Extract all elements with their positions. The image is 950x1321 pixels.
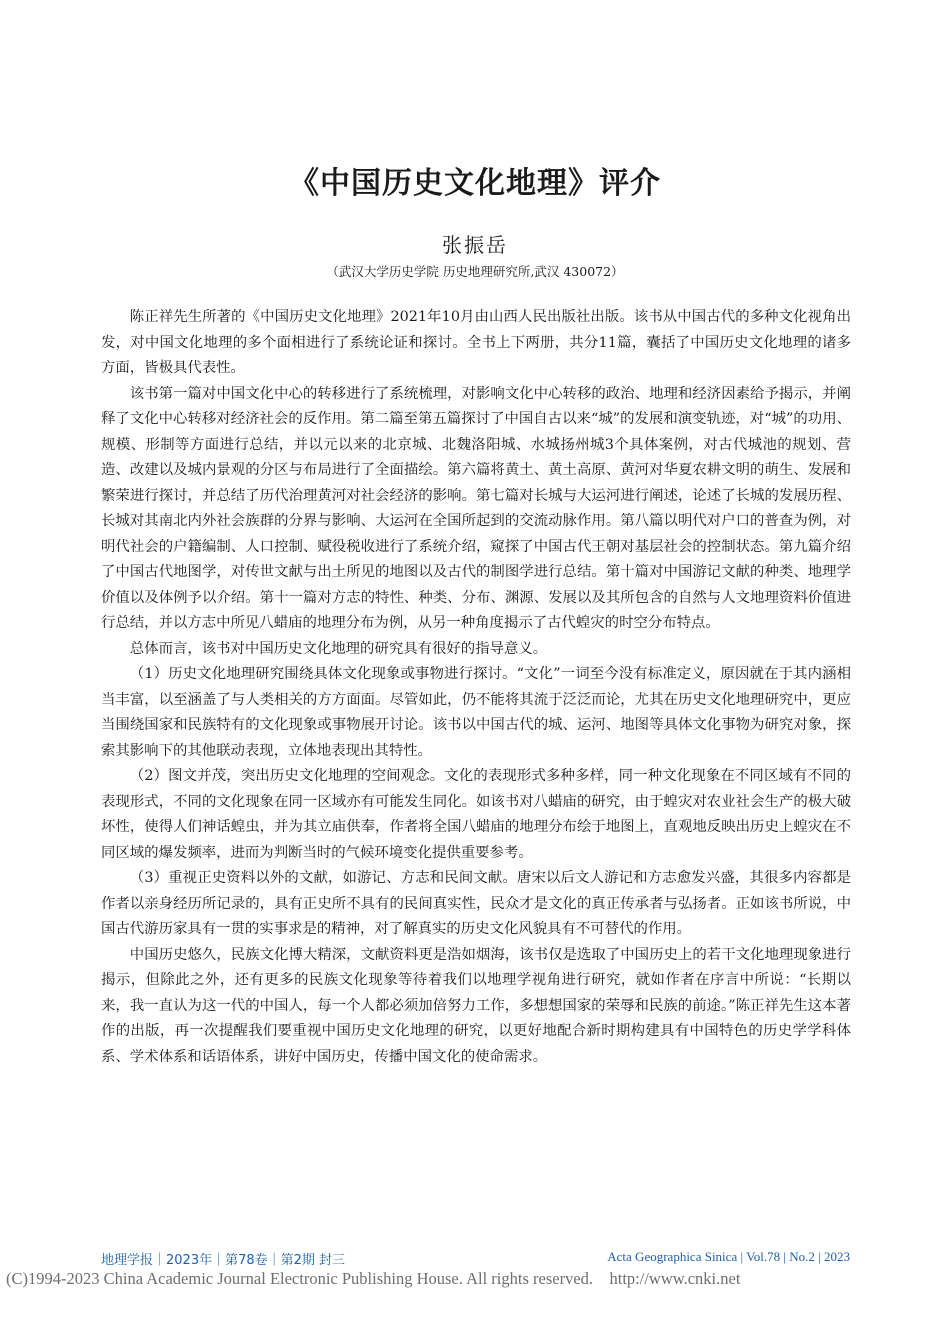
paragraph: （2）图文并茂，突出历史文化地理的空间观念。文化的表现形式多种多样，同一种文化现象在不同区域有不同的表现形式，不同的文化现象在同一区域亦有可能发生同化。如该书对八蜡庙的研究，由于蝗灾对农业社会生产的极大破坏性，使得人们神话蝗虫，并为其立庙供奉，作者将全国八蜡庙的地理分布绘于地图上，直观地反映出历史上蝗灾在不同区域的爆发频率，进而为判断当时的气候环境变化提供重要参考。	[101, 768, 851, 861]
journal-footer-cn: 地理学报｜2023年｜第78卷｜第2期 封三	[101, 1253, 346, 1268]
paragraph: 总体而言，该书对中国历史文化地理的研究具有很好的指导意义。	[129, 640, 548, 657]
author-name: 张振岳	[442, 233, 508, 257]
journal-footer-en: Acta Geographica Sinica | Vol.78 | No.2 | 2023	[607, 1249, 850, 1264]
page-title: 《中国历史文化地理》评介	[289, 166, 661, 201]
paragraph: 该书第一篇对中国文化中心的转移进行了系统梳理，对影响文化中心转移的政治、地理和经济因素给予揭示，并阐释了文化中心转移对经济社会的反作用。第二篇至第五篇探讨了中国自古以来“城”的发展和演变轨迹，对“城”的功用、规模、形制等方面进行总结，并以元以来的北京城、北魏洛阳城、水城扬州城3个具体案例，对古代城池的规划、营造、改建以及城内景观的分区与布局进行了全面描绘。第六篇将黄土、黄土高原、黄河对华夏农耕文明的萌生、发展和繁荣进行探讨，并总结了历代治理黄河对社会经济的影响。第七篇对长城与大运河进行阐述，论述了长城的发展历程、长城对其南北内外社会族群的分界与影响、大运河在全国所起到的交流动脉作用。第八篇以明代对户口的普查为例，对明代社会的户籍编制、人口控制、赋役税收进行了系统介绍，窥探了中国古代王朝对基层社会的控制状态。第九篇介绍了中国古代地图学，对传世文献与出土所见的地图以及古代的制图学进行总结。第十篇对中国游记文献的种类、地理学价值以及体例予以介绍。第十一篇对方志的特性、种类、分布、渊源、发展以及其所包含的自然与人文地理资料价值进行总结，并以方志中所见八蜡庙的地理分布为例，从另一种角度揭示了古代蝗灾的时空分布特点。	[101, 385, 851, 631]
paragraph: （1）历史文化地理研究围绕具体文化现象或事物进行探讨。“文化”一词至今没有标准定义，原因就在于其内涵相当丰富，以至涵盖了与人类相关的方方面面。尽管如此，仍不能将其流于泛泛而论，尤其在历史文化地理研究中，更应当围绕国家和民族特有的文化现象或事物展开讨论。该书以中国古代的城、运河、地图等具体文化事物为研究对象，探索其影响下的其他联动表现，立体地表现出其特性。	[101, 666, 851, 759]
paragraph: 陈正祥先生所著的《中国历史文化地理》2021年10月由山西人民出版社出版。该书从中国古代的多种文化视角出发，对中国文化地理的多个面相进行了系统论证和探讨。全书上下两册，共分11篇，囊括了中国历史文化地理的诸多方面，皆极具代表性。	[101, 309, 851, 376]
paragraph: （3）重视正史资料以外的文献，如游记、方志和民间文献。唐宋以后文人游记和方志愈发兴盛，其很多内容都是作者以亲身经历所记录的，具有正史所不具有的民间真实性，民众才是文化的真正传承者与弘扬者。正如该书所说，中国古代游历家具有一贯的实事求是的精神，对了解真实的历史文化风貌具有不可替代的作用。	[101, 870, 851, 937]
author-affiliation: （武汉大学历史学院 历史地理研究所,武汉 430072）	[326, 264, 624, 279]
article-body	[101, 305, 851, 1070]
copyright-watermark: (C)1994-2023 China Academic Journal Electronic Publishing House. All rights reserved. http://www.cnki.net	[6, 1269, 741, 1288]
paragraph: 中国历史悠久，民族文化博大精深，文献资料更是浩如烟海，该书仅是选取了中国历史上的若干文化地理现象进行揭示，但除此之外，还有更多的民族文化现象等待着我们以地理学视角进行研究，就如作者在序言中所说：“长期以来，我一直认为这一代的中国人，每一个人都必须加倍努力工作，多想想国家的荣辱和民族的前途。”陈正祥先生这本著作的出版，再一次提醒我们要重视中国历史文化地理的研究，以更好地配合新时期构建具有中国特色的历史学学科体系、学术体系和话语体系，讲好中国历史，传播中国文化的使命需求。	[101, 946, 851, 1065]
